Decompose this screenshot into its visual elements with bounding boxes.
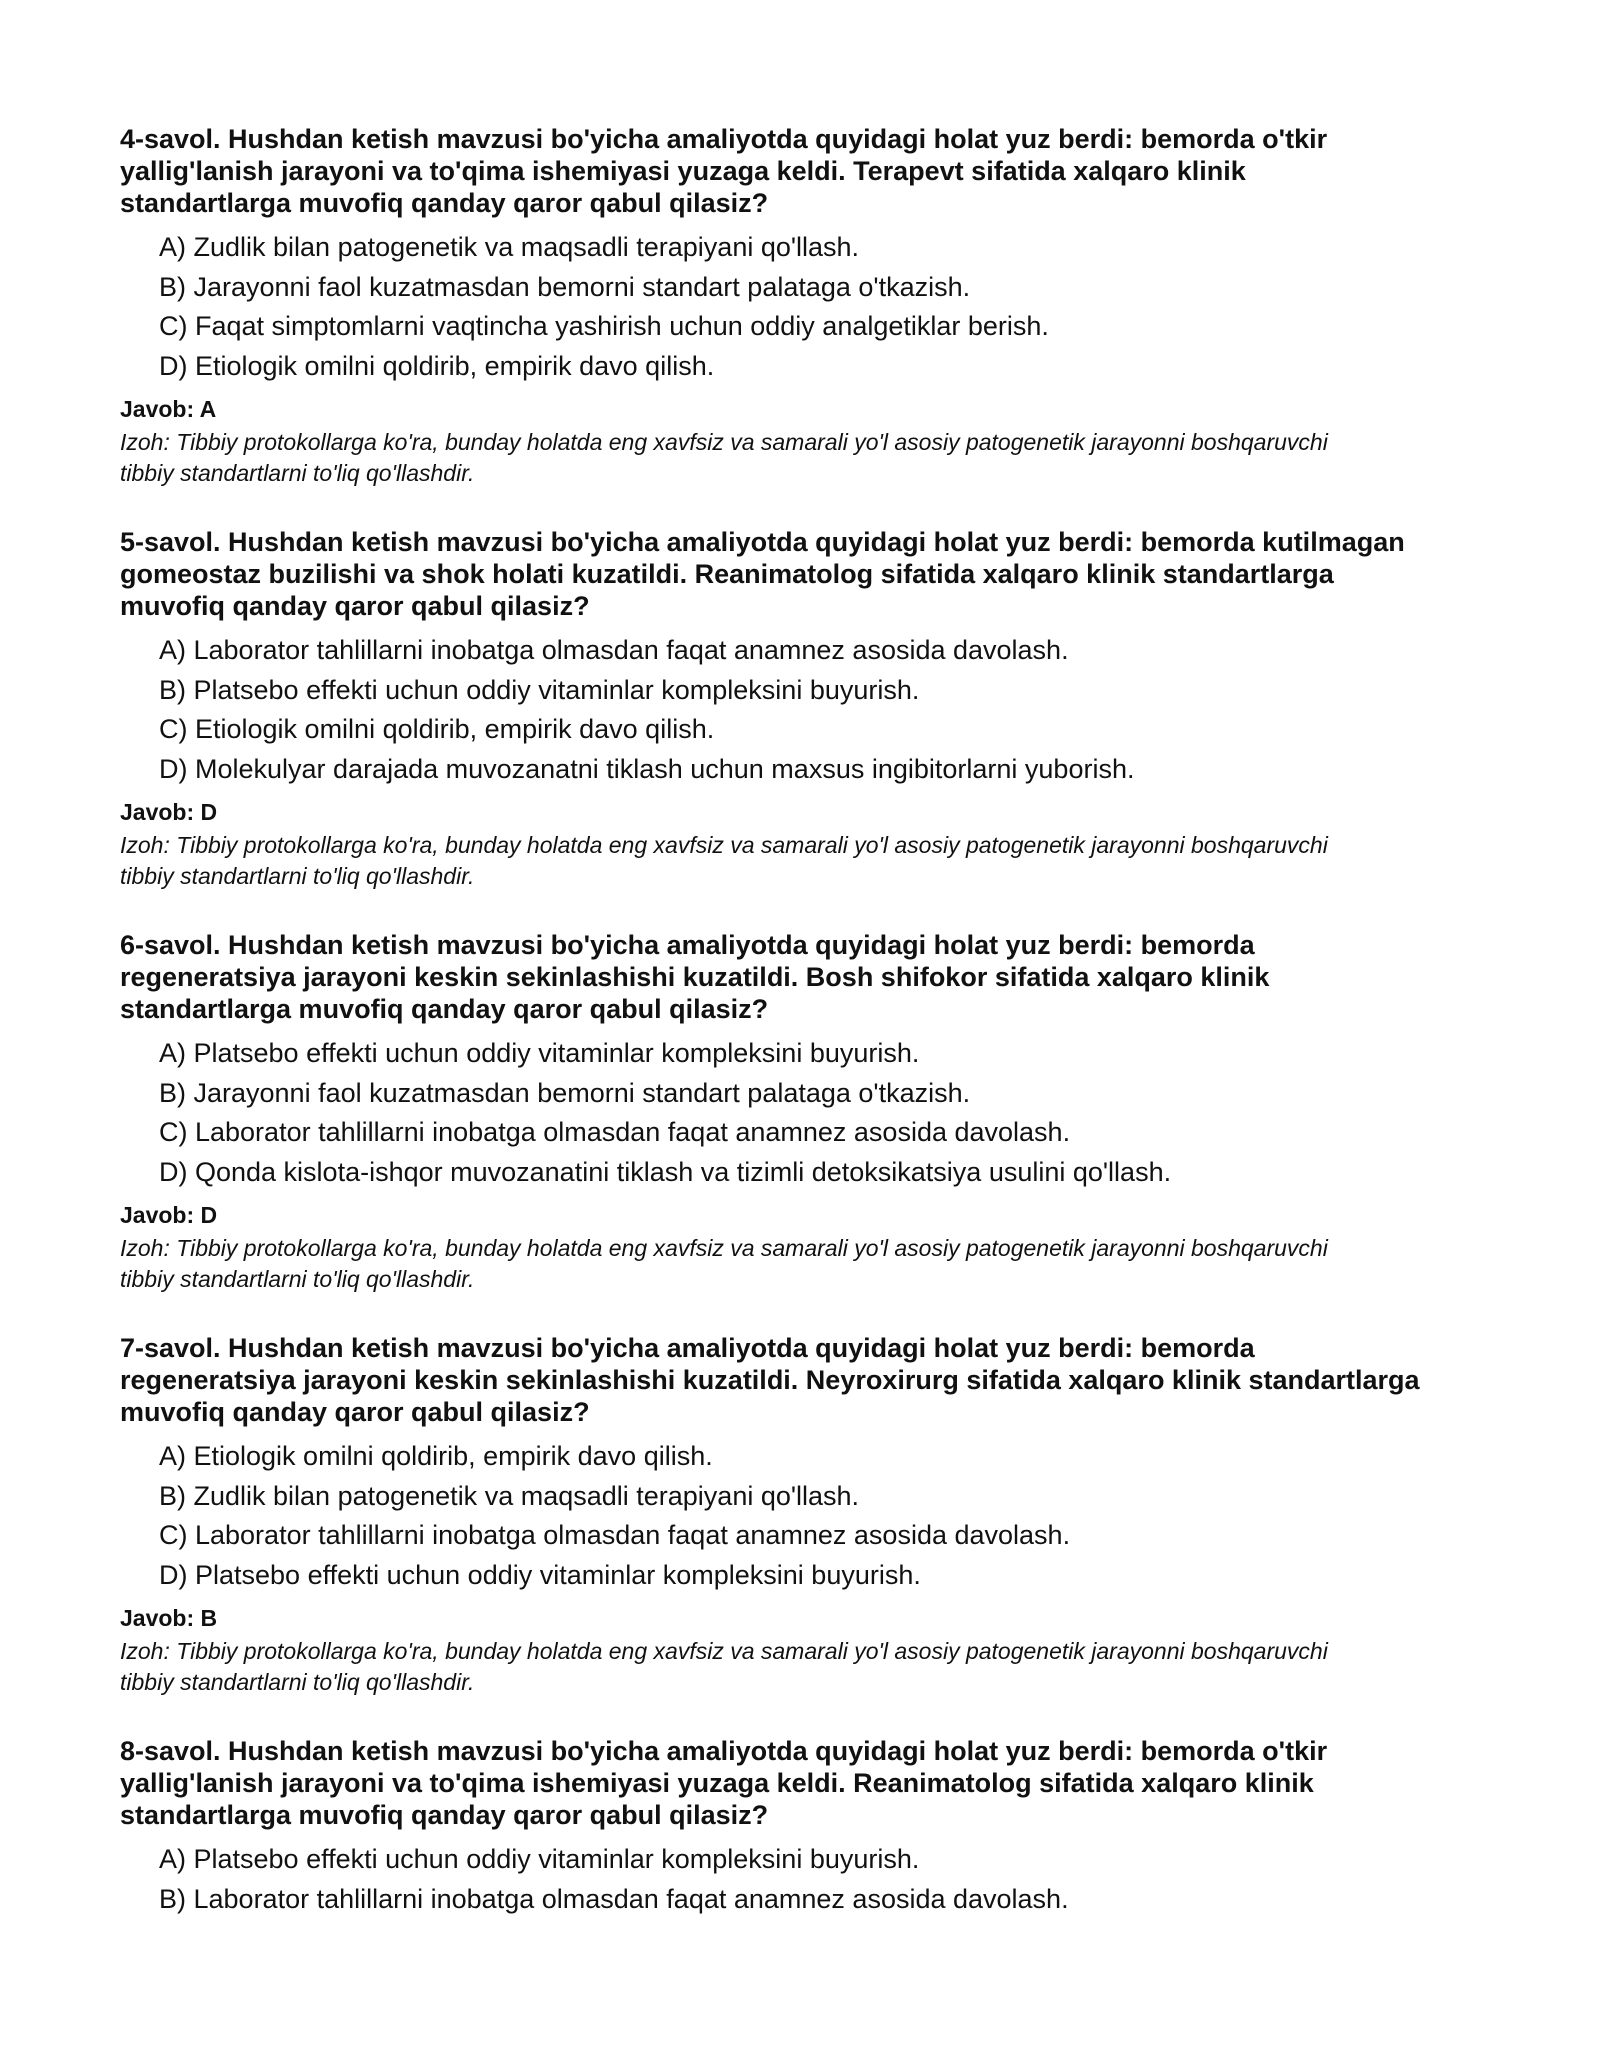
explanation-note: Izoh: Tibbiy protokollarga ko'ra, bunday holatda eng xavfsiz va samarali yo'l asosiy patogenetik jarayonni boshqaruvchi tibbiy standartlarni to'liq qo'llashdir. — [120, 1235, 1328, 1292]
option-c: C) Etiologik omilni qoldirib, empirik davo qilish. — [159, 714, 715, 744]
question-title: 4-savol. Hushdan ketish mavzusi bo'yicha amaliyotda quyidagi holat yuz berdi: bemorda o'tkir yallig'lanish jarayoni va to'qima ishemiyasi yuzaga keldi. Terapevt sifatida xalqaro klinik standartlarga muvofiq qanday qaror qabul qilasiz? — [120, 124, 1328, 218]
explanation-note: Izoh: Tibbiy protokollarga ko'ra, bunday holatda eng xavfsiz va samarali yo'l asosiy patogenetik jarayonni boshqaruvchi tibbiy standartlarni to'liq qo'llashdir. — [120, 1638, 1328, 1695]
question-5 — [120, 526, 1420, 892]
option-a: A) Platsebo effekti uchun oddiy vitaminlar kompleksini buyurish. — [159, 1038, 920, 1068]
option-c: C) Faqat simptomlarni vaqtincha yashirish uchun oddiy analgetiklar berish. — [159, 311, 1049, 341]
answer-options — [120, 631, 1420, 789]
correct-answer: Javob: D — [120, 1202, 218, 1228]
option-d: D) Platsebo effekti uchun oddiy vitaminlar kompleksini buyurish. — [159, 1559, 921, 1590]
question-8 — [120, 1735, 1420, 1919]
correct-answer: Javob: B — [120, 1605, 218, 1631]
option-b: B) Platsebo effekti uchun oddiy vitaminlar kompleksini buyurish. — [159, 674, 920, 705]
answer-options — [120, 1840, 1420, 1919]
question-7 — [120, 1332, 1420, 1698]
answer-options — [120, 1034, 1420, 1192]
question-title: 5-savol. Hushdan ketish mavzusi bo'yicha amaliyotda quyidagi holat yuz berdi: bemorda kutilmagan gomeostaz buzilishi va shok holati kuzatildi. Reanimatolog sifatida xalqaro klinik standartlarga muvofiq qanday qaror qabul qilasiz? — [120, 527, 1405, 621]
correct-answer: Javob: A — [120, 396, 217, 422]
option-c: C) Laborator tahlillarni inobatga olmasdan faqat anamnez asosida davolash. — [159, 1117, 1071, 1147]
option-a: A) Etiologik omilni qoldirib, empirik davo qilish. — [159, 1441, 713, 1471]
question-title: 6-savol. Hushdan ketish mavzusi bo'yicha amaliyotda quyidagi holat yuz berdi: bemorda regeneratsiya jarayoni keskin sekinlashishi kuzatildi. Bosh shifokor sifatida xalqaro klinik standartlarga muvofiq qanday qaror qabul qilasiz? — [120, 930, 1270, 1024]
question-title: 8-savol. Hushdan ketish mavzusi bo'yicha amaliyotda quyidagi holat yuz berdi: bemorda o'tkir yallig'lanish jarayoni va to'qima ishemiyasi yuzaga keldi. Reanimatolog sifatida xalqaro klinik standartlarga muvofiq qanday qaror qabul qilasiz? — [120, 1736, 1328, 1830]
option-b: B) Zudlik bilan patogenetik va maqsadli terapiyani qo'llash. — [159, 1480, 860, 1511]
explanation-note: Izoh: Tibbiy protokollarga ko'ra, bunday holatda eng xavfsiz va samarali yo'l asosiy patogenetik jarayonni boshqaruvchi tibbiy standartlarni to'liq qo'llashdir. — [120, 832, 1328, 889]
option-a: A) Laborator tahlillarni inobatga olmasdan faqat anamnez asosida davolash. — [159, 635, 1069, 665]
option-d: D) Etiologik omilni qoldirib, empirik davo qilish. — [159, 350, 715, 381]
option-b: B) Laborator tahlillarni inobatga olmasdan faqat anamnez asosida davolash. — [159, 1883, 1069, 1914]
question-title: 7-savol. Hushdan ketish mavzusi bo'yicha amaliyotda quyidagi holat yuz berdi: bemorda regeneratsiya jarayoni keskin sekinlashishi kuzatildi. Neyroxirurg sifatida xalqaro klinik standartlarga muvofiq qanday qaror qabul qilasiz? — [120, 1333, 1420, 1427]
correct-answer: Javob: D — [120, 799, 218, 825]
option-b: B) Jarayonni faol kuzatmasdan bemorni standart palataga o'tkazish. — [159, 1077, 971, 1108]
option-d: D) Molekulyar darajada muvozanatni tiklash uchun maxsus ingibitorlarni yuborish. — [159, 753, 1135, 784]
document-page — [120, 123, 1420, 1919]
answer-options — [120, 1437, 1420, 1595]
explanation-note: Izoh: Tibbiy protokollarga ko'ra, bunday holatda eng xavfsiz va samarali yo'l asosiy patogenetik jarayonni boshqaruvchi tibbiy standartlarni to'liq qo'llashdir. — [120, 429, 1328, 486]
option-c: C) Laborator tahlillarni inobatga olmasdan faqat anamnez asosida davolash. — [159, 1520, 1071, 1550]
question-4 — [120, 123, 1420, 489]
option-a: A) Platsebo effekti uchun oddiy vitaminlar kompleksini buyurish. — [159, 1844, 920, 1874]
option-a: A) Zudlik bilan patogenetik va maqsadli terapiyani qo'llash. — [159, 232, 860, 262]
question-6 — [120, 929, 1420, 1295]
answer-options — [120, 228, 1420, 386]
option-d: D) Qonda kislota-ishqor muvozanatini tiklash va tizimli detoksikatsiya usulini qo'llash. — [159, 1156, 1172, 1187]
option-b: B) Jarayonni faol kuzatmasdan bemorni standart palataga o'tkazish. — [159, 271, 971, 302]
